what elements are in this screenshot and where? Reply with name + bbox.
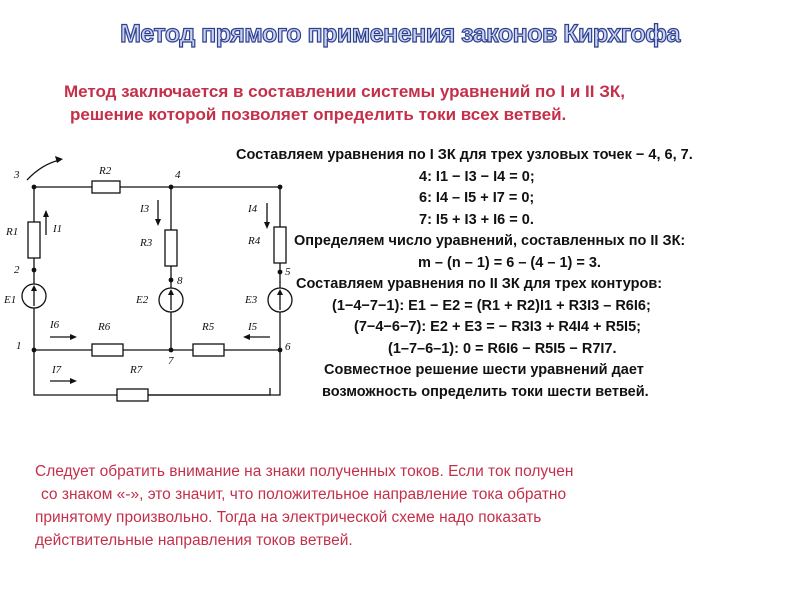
label-i1: I1 bbox=[53, 223, 63, 235]
label-r7: R7 bbox=[130, 364, 143, 376]
eq-line-1: Составляем уравнения по I ЗК для трех узловых точек − 4, 6, 7. bbox=[236, 147, 693, 163]
label-r5: R5 bbox=[202, 321, 215, 333]
resistor-r7 bbox=[117, 389, 148, 401]
label-e2: E2 bbox=[136, 294, 149, 306]
label-node-6: 6 bbox=[285, 341, 291, 353]
label-node-8: 8 bbox=[177, 275, 183, 287]
resistor-r3 bbox=[165, 230, 177, 266]
equations-block bbox=[236, 145, 796, 403]
note-text bbox=[35, 460, 573, 552]
label-r6: R6 bbox=[98, 321, 111, 333]
label-i7: I7 bbox=[52, 364, 62, 376]
label-i6: I6 bbox=[50, 319, 60, 331]
resistor-r5 bbox=[193, 344, 224, 356]
eq-line-7: Составляем уравнения по II ЗК для трех контуров: bbox=[296, 276, 663, 292]
intro-line-1: Метод заключается в составлении системы уравнений по I и II ЗК, bbox=[64, 82, 625, 101]
eq-line-2: 4: I1 − I3 − I4 = 0; bbox=[419, 168, 535, 185]
wire-left bbox=[34, 187, 270, 395]
eq-line-5: Определяем число уравнений, составленных по II ЗК: bbox=[294, 233, 686, 249]
label-node-2: 2 bbox=[14, 264, 20, 276]
label-node-1: 1 bbox=[16, 340, 22, 352]
eq-line-4: 7: I5 + I3 + I6 = 0. bbox=[419, 211, 534, 228]
eq-line-10: (1–7–6–1): 0 = R6I6 − R5I5 − R7I7. bbox=[388, 340, 617, 357]
label-node-5: 5 bbox=[285, 266, 291, 278]
label-node-7: 7 bbox=[168, 355, 174, 367]
label-r3: R3 bbox=[140, 237, 153, 249]
note-line-4: действительные направления токов ветвей. bbox=[35, 532, 353, 549]
note-line-1: Следует обратить внимание на знаки полученных токов. Если ток получен bbox=[35, 463, 574, 480]
intro-line-2: решение которой позволяет определить токи всех ветвей. bbox=[70, 105, 567, 124]
label-node-3: 3 bbox=[14, 169, 20, 181]
label-r2: R2 bbox=[99, 165, 112, 177]
label-i3: I3 bbox=[140, 203, 150, 215]
resistor-r6 bbox=[92, 344, 123, 356]
label-node-4: 4 bbox=[175, 169, 181, 181]
label-e3: E3 bbox=[245, 294, 258, 306]
eq-line-11: Совместное решение шести уравнений дает bbox=[324, 362, 644, 378]
note-line-3: принятому произвольно. Тогда на электрической схеме надо показать bbox=[35, 509, 542, 526]
label-e1: E1 bbox=[4, 294, 17, 306]
label-r1: R1 bbox=[6, 226, 19, 238]
label-i4: I4 bbox=[248, 203, 258, 215]
resistor-r1 bbox=[28, 222, 40, 258]
eq-line-6: m – (n – 1) = 6 – (4 – 1) = 3. bbox=[418, 254, 601, 271]
resistor-r2 bbox=[92, 181, 120, 193]
eq-line-3: 6: I4 – I5 + I7 = 0; bbox=[419, 190, 535, 206]
eq-line-12: возможность определить токи шести ветвей. bbox=[322, 383, 649, 400]
eq-line-8: (1−4−7−1): E1 − E2 = (R1 + R2)I1 + R3I3 – R6I6; bbox=[332, 297, 651, 314]
slide-title: Метод прямого применения законов Кирхгофа bbox=[120, 20, 680, 48]
label-r4: R4 bbox=[248, 235, 261, 247]
eq-line-9: (7−4−6−7): E2 + E3 = − R3I3 + R4I4 + R5I5; bbox=[354, 319, 641, 335]
label-i5: I5 bbox=[248, 321, 258, 333]
note-line-2: со знаком «-», это значит, что положительное направление тока обратно bbox=[41, 486, 567, 503]
